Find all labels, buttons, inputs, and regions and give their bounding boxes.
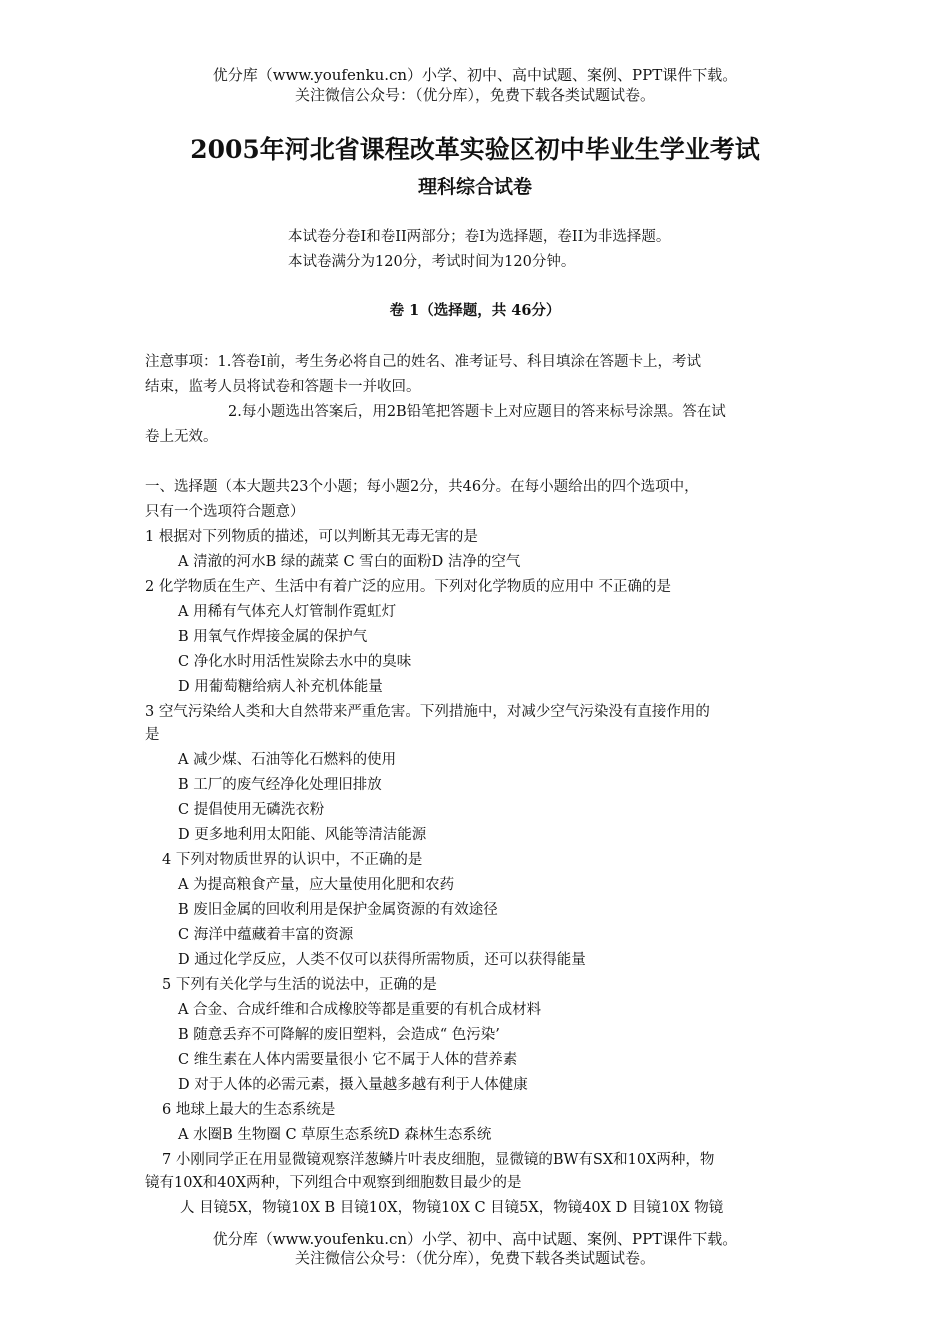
question-4-option-a: A 为提高粮食产量，应大量使用化肥和农药 [178, 877, 455, 893]
question-2-option-c: C 净化水时用活性炭除去水中的臭味 [178, 654, 412, 670]
question-6-stem: 6 地球上最大的生态系统是 [162, 1102, 336, 1118]
question-3-option-b: B 工厂的废气经净化处理旧排放 [178, 777, 382, 793]
notes-line-2: 结束，监考人员将试卷和答题卡一并收回。 [145, 379, 421, 395]
notes-line-3: 2.每小题选出答案后，用2B铅笔把答题卡上对应题目的答来标号涂黑。答在试 [228, 404, 726, 420]
intro-line-2: 本试卷满分为120分，考试时间为120分钟。 [288, 254, 576, 270]
question-5-option-a: A 合金、合成纤维和合成橡胶等都是重要的有机合成材料 [178, 1002, 542, 1018]
question-3-stem-cont: 是 [145, 727, 160, 743]
section-heading: 卷 1（选择题，共 46分） [389, 302, 561, 319]
question-4-stem: 4 下列对物质世界的认识中，不正确的是 [162, 852, 423, 868]
notes-line-4: 卷上无效。 [145, 429, 218, 445]
question-3-option-d: D 更多地利用太阳能、风能等清洁能源 [178, 827, 427, 843]
question-1-stem: 1 根据对下列物质的描述，可以判断其无毒无害的是 [145, 529, 478, 545]
question-2-option-a: A 用稀有气体充人灯管制作霓虹灯 [178, 604, 397, 620]
page-subtitle: 理科综合试卷 [417, 176, 532, 198]
question-5-option-c: C 维生素在人体内需要量很小 它不属于人体的营养素 [178, 1052, 518, 1068]
question-4-option-c: C 海洋中蕴藏着丰富的资源 [178, 927, 354, 943]
part-intro-line-2: 只有一个选项符合题意） [145, 504, 305, 520]
question-1-options: A 清澈的河水B 绿的蔬菜 C 雪白的面粉D 洁净的空气 [178, 554, 521, 570]
intro-line-1: 本试卷分卷I和卷II两部分；卷I为选择题，卷II为非选择题。 [288, 229, 671, 245]
footer-line-2: 关注微信公众号：（优分库），免费下载各类试题试卷。 [294, 1249, 655, 1267]
question-2-stem: 2 化学物质在生产、生活中有着广泛的应用。下列对化学物质的应用中 不正确的是 [145, 579, 671, 595]
question-7-stem-cont: 镜有10X和40X两种，下列组合中观察到细胞数目最少的是 [145, 1175, 522, 1191]
question-2-option-d: D 用葡萄糖给病人补充机体能量 [178, 679, 383, 695]
question-3-option-c: C 提倡使用无磷洗衣粉 [178, 802, 325, 818]
question-3-stem: 3 空气污染给人类和大自然带来严重危害。下列措施中，对减少空气污染没有直接作用的 [145, 704, 710, 720]
question-4-option-b: B 废旧金属的回收利用是保护金属资源的有效途径 [178, 902, 498, 918]
question-2-option-b: B 用氧气作焊接金属的保护气 [178, 629, 368, 645]
question-6-options: A 水圈B 生物圈 C 草原生态系统D 森林生态系统 [178, 1127, 492, 1143]
question-3-option-a: A 减少煤、石油等化石燃料的使用 [178, 752, 397, 768]
question-5-option-d: D 对于人体的必需元素，摄入量越多越有利于人体健康 [178, 1077, 528, 1093]
header-line-2: 关注微信公众号：（优分库），免费下载各类试题试卷。 [294, 86, 655, 104]
question-5-stem: 5 下列有关化学与生活的说法中，正确的是 [162, 977, 437, 993]
question-4-option-d: D 通过化学反应，人类不仅可以获得所需物质，还可以获得能量 [178, 952, 586, 968]
question-7-stem: 7 小刚同学正在用显微镜观察洋葱鳞片叶表皮细胞，显微镜的BW有SX和10X两种，物 [162, 1152, 715, 1168]
question-5-option-b: B 随意丢弃不可降解的废旧塑料，会造成“ 色污染’ [178, 1027, 500, 1043]
page-title: 2005年河北省课程改革实验区初中毕业生学业考试 [190, 135, 760, 164]
notes-line-1: 注意事项：1.答卷I前，考生务必将自己的姓名、准考证号、科目填涂在答题卡上，考试 [145, 354, 702, 370]
header-line-1: 优分库（www.youfenku.cn）小学、初中、高中试题、案例、PPT课件下载。 [212, 66, 738, 84]
question-7-options: 人 目镜5X，物镜10X B 目镜10X，物镜10X C 目镜5X，物镜40X D 目镜10X 物镜 [180, 1200, 724, 1216]
footer-line-1: 优分库（www.youfenku.cn）小学、初中、高中试题、案例、PPT课件下载。 [212, 1230, 738, 1248]
part-intro-line-1: 一、选择题（本大题共23个小题；每小题2分，共46分。在每小题给出的四个选项中， [145, 479, 699, 495]
